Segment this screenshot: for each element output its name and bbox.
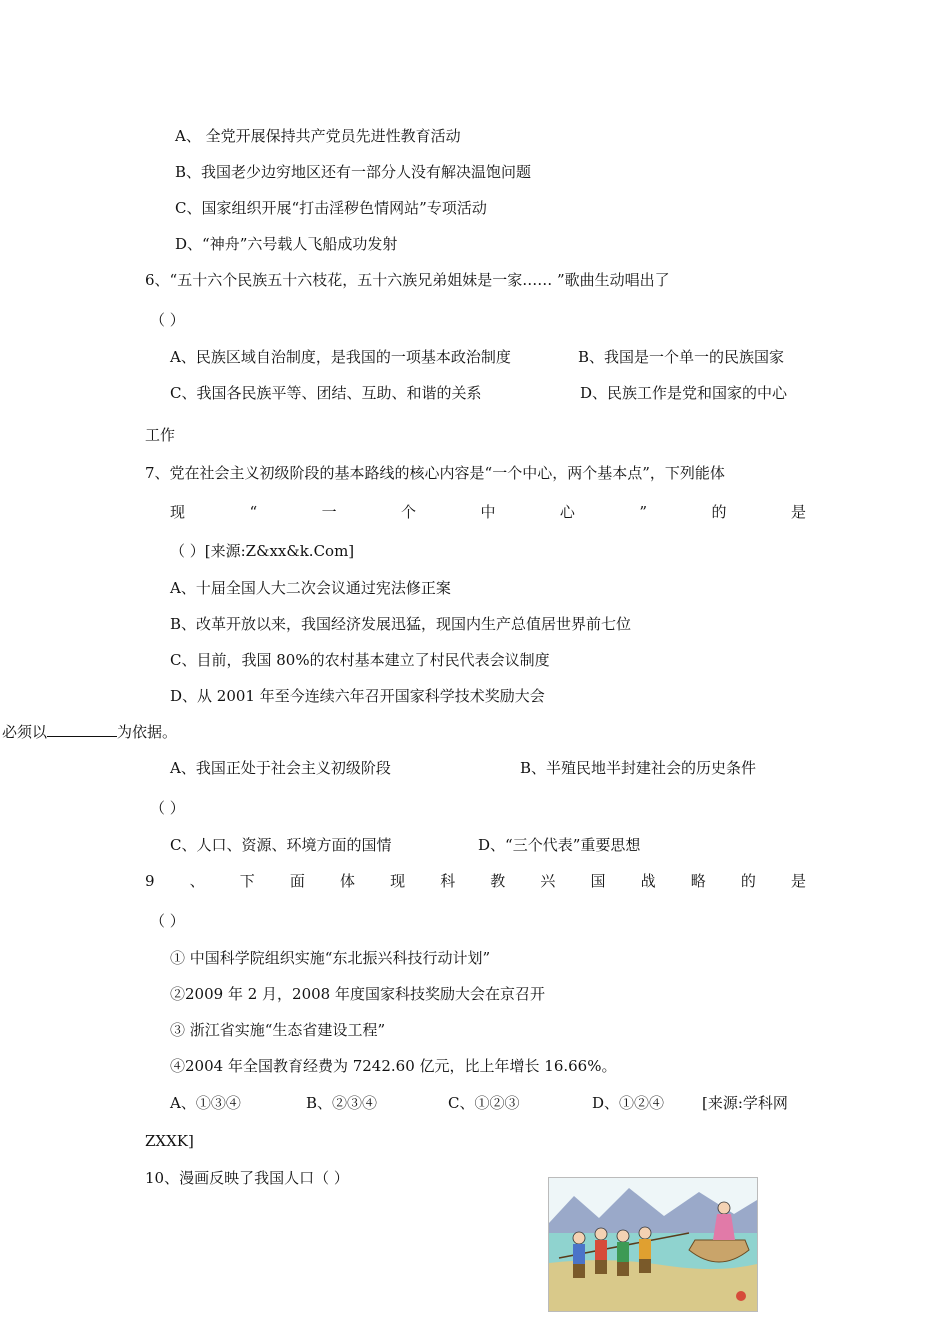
q8-answer-paren: （ ） [150,799,185,817]
seal-stamp [736,1291,746,1301]
q9-item-3: ③ 浙江省实施“生态省建设工程” [170,1021,386,1039]
q8-stem-after: 为依据。 [117,723,178,741]
cartoon-svg [549,1178,757,1311]
q9-word: 国 [590,872,606,890]
q7-word: 心 [559,503,575,521]
q9-word: 的 [740,872,756,890]
q9-word: 体 [339,872,355,890]
q7-stem: 7、党在社会主义初级阶段的基本路线的核心内容是“一个中心，两个基本点”，下列能体 [145,464,725,482]
q7-word: 的 [711,503,727,521]
q7-option-b: B、改革开放以来，我国经济发展迅猛，现国内生产总值居世界前七位 [170,615,632,633]
q6-option-d: D、民族工作是党和国家的中心 [580,384,788,402]
fill-blank [47,722,117,737]
q9-word: 兴 [540,872,556,890]
q9-word: 、 [189,872,205,890]
q6-option-a: A、民族区域自治制度，是我国的一项基本政治制度 [170,348,511,366]
q7-word: “ [249,503,258,521]
q9-word: 教 [490,872,506,890]
q9-answer-paren: （ ） [150,912,185,930]
q8-stem [2,721,177,743]
q7-option-d: D、从 2001 年至今连续六年召开国家科学技术奖励大会 [170,687,545,705]
q9-option-a: A、①③④ [170,1094,241,1112]
q9-word: 是 [790,872,806,890]
q9-option-c: C、①②③ [448,1094,520,1112]
q5-option-b: B、我国老少边穷地区还有一部分人没有解决温饱问题 [175,163,532,181]
woman-head [718,1202,730,1214]
q7-stem-continued [170,501,806,523]
q8-option-c: C、人口、资源、环境方面的国情 [170,836,392,854]
q9-item-4: ④2004 年全国教育经费为 7242.60 亿元，比上年增长 16.66%。 [170,1057,617,1075]
q6-option-b: B、我国是一个单一的民族国家 [578,348,785,366]
q7-word: 中 [480,503,496,521]
q8-option-d: D、“三个代表”重要思想 [478,836,641,854]
q9-source-continued: ZXXK] [145,1132,194,1150]
q9-word: 现 [390,872,406,890]
q9-source: [来源:学科网 [702,1094,788,1112]
q5-option-a: A、 全党开展保持共产党员先进性教育活动 [175,127,461,145]
q9-word: 9 [145,872,155,890]
q9-option-d: D、①②④ [592,1094,665,1112]
q7-word: ” [639,503,648,521]
q9-word: 下 [239,872,255,890]
q9-word: 战 [640,872,656,890]
q6-answer-paren: （ ） [150,311,185,329]
q9-item-1: ① 中国科学院组织实施“东北振兴科技行动计划” [170,949,491,967]
q7-option-c: C、目前，我国 80%的农村基本建立了村民代表会议制度 [170,651,550,669]
q10-stem: 10、漫画反映了我国人口（ ） [145,1169,349,1187]
q9-word: 面 [289,872,305,890]
q8-option-a: A、我国正处于社会主义初级阶段 [170,759,391,777]
q7-word: 现 [170,503,186,521]
q7-word: 一 [321,503,337,521]
q6-option-c: C、我国各民族平等、团结、互助、和谐的关系 [170,384,482,402]
q5-option-d: D、“神舟”六号载人飞船成功发射 [175,235,398,253]
q9-stem [145,870,806,892]
q7-option-a: A、十届全国人大二次会议通过宪法修正案 [170,579,451,597]
q9-option-b: B、②③④ [306,1094,378,1112]
q5-option-c: C、国家组织开展“打击淫秽色情网站”专项活动 [175,199,487,217]
q9-word: 略 [690,872,706,890]
q7-word: 是 [790,503,806,521]
q8-option-b: B、半殖民地半封建社会的历史条件 [520,759,757,777]
q9-word: 科 [440,872,456,890]
q6-option-d-continued: 工作 [145,426,176,444]
q9-item-2: ②2009 年 2 月，2008 年度国家科技奖励大会在京召开 [170,985,545,1003]
q7-answer-paren-source: （ ）[来源:Z&xx&k.Com] [170,542,355,560]
population-cartoon-image [548,1177,758,1312]
q7-word: 个 [401,503,417,521]
q6-stem: 6、“五十六个民族五十六枝花，五十六族兄弟姐妹是一家…… ”歌曲生动唱出了 [145,271,670,289]
q8-stem-before: 必须以 [2,723,48,741]
